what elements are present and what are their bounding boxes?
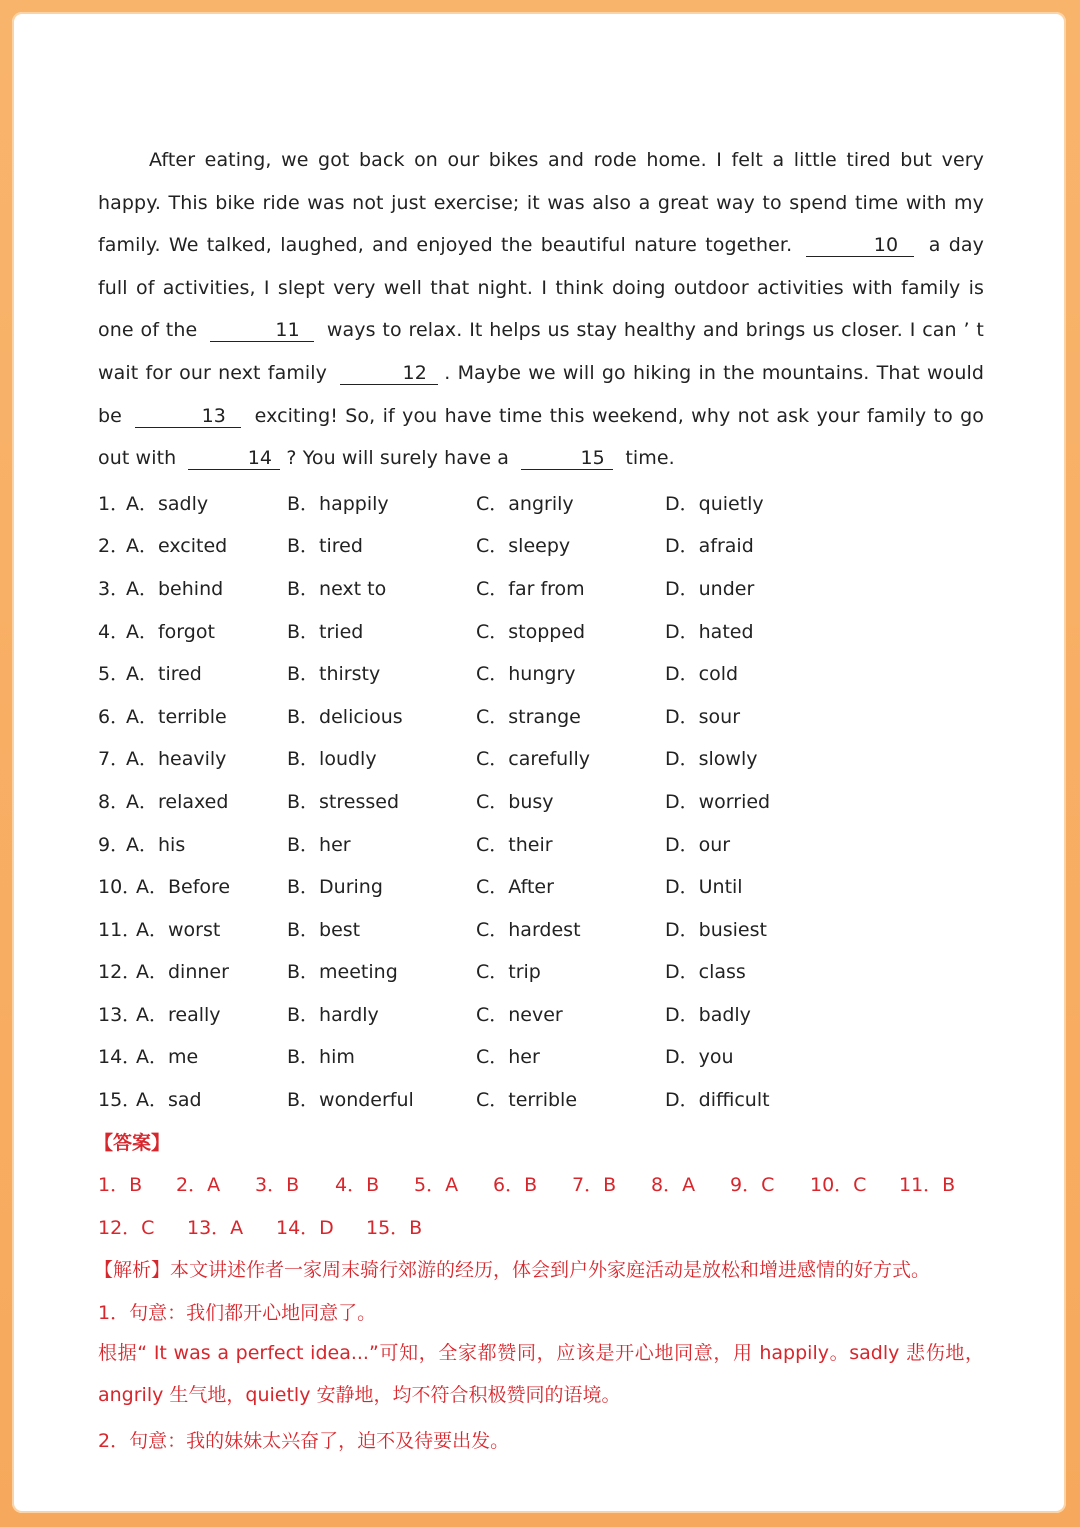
option-a: A．his <box>126 833 186 856</box>
option-b: B．loudly <box>287 748 377 771</box>
option-row <box>98 608 984 651</box>
option-number: 4． <box>98 620 130 643</box>
option-a: A．sadly <box>126 492 209 515</box>
option-d: D．badly <box>665 1003 751 1026</box>
option-b: B．During <box>287 876 383 899</box>
option-b: B．next to <box>287 577 387 600</box>
option-number: 5． <box>98 663 130 686</box>
option-number: 11． <box>98 918 142 941</box>
answer-item: 4．B <box>335 1174 380 1197</box>
blank-15: 15 <box>521 447 613 470</box>
option-number: 15． <box>98 1089 142 1112</box>
blank-14: 14 <box>188 447 280 470</box>
option-row <box>98 863 984 906</box>
option-d: D．under <box>665 577 755 600</box>
option-row <box>98 991 984 1034</box>
passage-text-4: . Maybe we will go hiking in the mountains. That would be <box>98 361 985 427</box>
passage-paragraph <box>98 139 984 480</box>
option-d: D．Until <box>665 876 743 899</box>
answer-item: 15．B <box>366 1216 423 1239</box>
passage-text-6: ? You will surely have a <box>286 447 510 470</box>
answer-item: 10．C <box>810 1174 867 1197</box>
answer-item: 5．A <box>414 1174 459 1197</box>
option-number: 10． <box>98 876 142 899</box>
option-c: C．their <box>476 833 553 856</box>
option-a: A．really <box>136 1003 221 1026</box>
option-a: A．sad <box>136 1089 202 1112</box>
option-number: 12． <box>98 961 142 984</box>
answer-row-1 <box>98 1161 984 1204</box>
option-number: 2． <box>98 535 130 558</box>
answer-item: 9．C <box>730 1174 775 1197</box>
option-c: C．carefully <box>476 748 590 771</box>
option-c: C．After <box>476 876 554 899</box>
option-a: A．me <box>136 1046 199 1069</box>
option-c: C．far from <box>476 577 585 600</box>
option-d: D．you <box>665 1046 734 1069</box>
option-row <box>98 735 984 778</box>
option-a: A．forgot <box>126 620 215 643</box>
option-d: D．quietly <box>665 492 764 515</box>
answer-item: 3．B <box>255 1174 300 1197</box>
option-d: D．slowly <box>665 748 758 771</box>
option-number: 6． <box>98 705 130 728</box>
option-c: C．stopped <box>476 620 586 643</box>
analysis-summary-text: 【解析】本文讲述作者一家周末骑行郊游的经历，体会到户外家庭活动是放松和增进感情的好方式。 <box>94 1259 931 1282</box>
option-row <box>98 693 984 736</box>
answer-item: 14．D <box>276 1216 334 1239</box>
option-d: D．difficult <box>665 1089 770 1112</box>
option-c: C．terrible <box>476 1089 578 1112</box>
option-a: A．heavily <box>126 748 227 771</box>
analysis-q1-body: 根据“ It was a perfect idea...”可知，全家都赞同，应该是开心地同意，用 happily。sadly 悲伤地，angrily 生气地，quietly 安静地，均不符合积极赞同的语境。 <box>98 1341 984 1407</box>
answer-item: 7．B <box>572 1174 617 1197</box>
option-row <box>98 821 984 864</box>
option-c: C．her <box>476 1046 540 1069</box>
option-number: 9． <box>98 833 130 856</box>
option-a: A．terrible <box>126 705 227 728</box>
option-b: B．meeting <box>287 961 398 984</box>
option-d: D．cold <box>665 663 739 686</box>
option-b: B．him <box>287 1046 355 1069</box>
option-c: C．busy <box>476 790 554 813</box>
option-number: 1． <box>98 492 130 515</box>
answer-heading-text: 【答案】 <box>94 1131 171 1154</box>
option-b: B．thirsty <box>287 663 381 686</box>
blank-10: 10 <box>806 234 914 257</box>
analysis-q2-title <box>98 1417 984 1460</box>
blank-13: 13 <box>135 405 241 428</box>
option-number: 14． <box>98 1046 142 1069</box>
option-c: C．never <box>476 1003 563 1026</box>
document-content <box>94 139 985 1459</box>
option-b: B．her <box>287 833 351 856</box>
option-a: A．worst <box>136 918 221 941</box>
option-row <box>98 565 984 608</box>
option-b: B．happily <box>287 492 389 515</box>
analysis-summary <box>94 1246 984 1289</box>
option-row <box>98 948 984 991</box>
option-number: 3． <box>98 577 130 600</box>
option-row <box>98 1076 984 1119</box>
option-c: C．strange <box>476 705 581 728</box>
options-list <box>98 480 984 1119</box>
passage-text-7: time. <box>625 447 675 470</box>
answer-item: 1．B <box>98 1174 143 1197</box>
option-a: A．dinner <box>136 961 229 984</box>
option-row <box>98 480 984 523</box>
option-number: 7． <box>98 748 130 771</box>
analysis-q1-title <box>98 1289 984 1332</box>
option-b: B．wonderful <box>287 1089 414 1112</box>
option-d: D．afraid <box>665 535 754 558</box>
blank-12: 12 <box>340 362 438 385</box>
answer-item: 2．A <box>176 1174 221 1197</box>
passage-text-2: a day full of activities, I slept very well that night. I think doing outdoor activities with family is one of the <box>98 234 985 342</box>
passage-text-3: ways to relax. It helps us stay healthy and brings us closer. I can ’ t wait for our next family <box>98 319 984 384</box>
option-d: D．our <box>665 833 731 856</box>
option-d: D．busiest <box>665 918 767 941</box>
passage-text-5: exciting! So, if you have time this weekend, why not ask your family to go out with <box>98 404 985 470</box>
answer-item: 6．B <box>493 1174 538 1197</box>
option-b: B．tried <box>287 620 364 643</box>
option-d: D．class <box>665 961 746 984</box>
option-d: D．hated <box>665 620 754 643</box>
option-row <box>98 906 984 949</box>
answer-heading <box>94 1119 984 1162</box>
option-d: D．sour <box>665 705 741 728</box>
option-b: B．best <box>287 918 361 941</box>
option-c: C．trip <box>476 961 541 984</box>
option-a: A．relaxed <box>126 790 229 813</box>
option-row <box>98 1033 984 1076</box>
option-c: C．hardest <box>476 918 581 941</box>
option-b: B．stressed <box>287 790 400 813</box>
option-b: B．delicious <box>287 705 403 728</box>
answer-item: 11．B <box>899 1174 956 1197</box>
option-d: D．worried <box>665 790 771 813</box>
option-b: B．tired <box>287 535 363 558</box>
answer-item: 12．C <box>98 1216 155 1239</box>
option-row <box>98 778 984 821</box>
option-a: A．excited <box>126 535 228 558</box>
answer-item: 13．A <box>187 1216 244 1239</box>
answer-row-2 <box>98 1204 984 1247</box>
option-number: 13． <box>98 1003 142 1026</box>
option-a: A．behind <box>126 577 224 600</box>
option-c: C．sleepy <box>476 535 571 558</box>
option-b: B．hardly <box>287 1003 379 1026</box>
analysis-q2-title-text: 2．句意：我的妹妹太兴奋了，迫不及待要出发。 <box>98 1429 510 1452</box>
option-c: C．angrily <box>476 492 574 515</box>
option-a: A．tired <box>126 663 202 686</box>
document-page <box>12 12 1066 1513</box>
option-a: A．Before <box>136 876 231 899</box>
option-number: 8． <box>98 790 130 813</box>
analysis-q1-title-text: 1．句意：我们都开心地同意了。 <box>98 1302 377 1325</box>
option-row <box>98 522 984 565</box>
option-c: C．hungry <box>476 663 576 686</box>
answer-item: 8．A <box>651 1174 696 1197</box>
option-row <box>98 650 984 693</box>
blank-11: 11 <box>210 319 314 342</box>
passage-text-1: After eating, we got back on our bikes and rode home. I felt a little tired but very happy. This bike ride was not just exercise; it was also a great way to spend time with my family. We talked, laughed, and enjoyed the beautiful nature together. <box>98 149 984 257</box>
